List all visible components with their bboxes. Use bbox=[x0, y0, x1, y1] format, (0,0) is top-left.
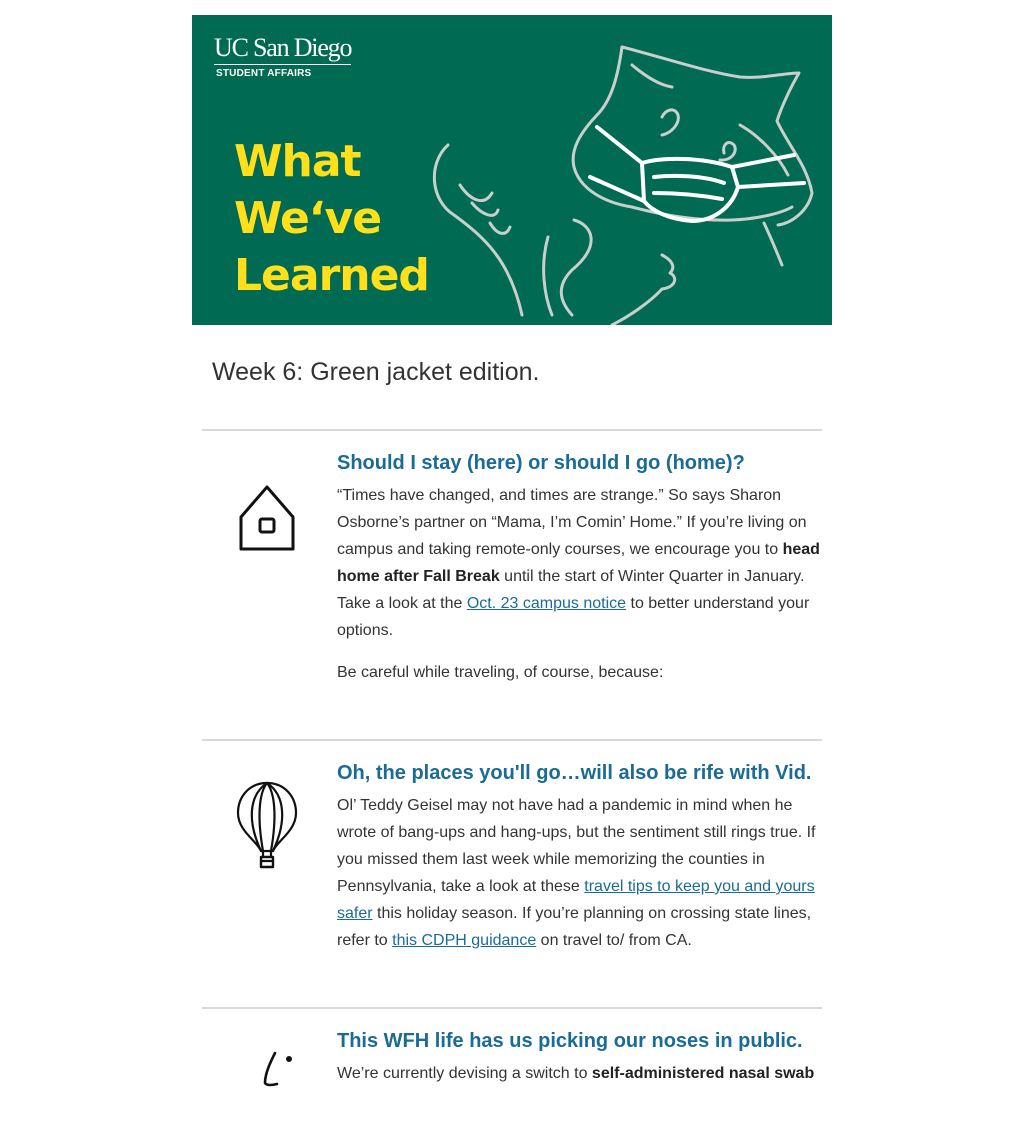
nose-icon bbox=[235, 1051, 299, 1143]
section-title: This WFH life has us picking our noses in public. bbox=[337, 1030, 803, 1052]
newsletter-subtitle: Week 6: Green jacket edition. bbox=[212, 358, 540, 386]
text: to better understand your options. bbox=[337, 595, 810, 639]
cdph-guidance-link[interactable]: this CDPH guidance bbox=[392, 932, 537, 949]
section-paragraph bbox=[337, 792, 823, 954]
section-places-youll-go bbox=[202, 739, 822, 974]
house-icon bbox=[235, 483, 299, 575]
travel-tips-link[interactable]: travel tips to keep you and yours safer bbox=[337, 878, 815, 922]
logo-wordmark: UC San Diego bbox=[214, 33, 351, 65]
header-banner bbox=[192, 15, 832, 325]
hot-air-balloon-icon bbox=[235, 781, 299, 873]
section-title: Oh, the places you'll go…will also be rife with Vid. bbox=[337, 762, 812, 784]
section-paragraph: Be careful while traveling, of course, because: bbox=[337, 664, 664, 681]
text: on travel to/ from CA. bbox=[536, 932, 692, 949]
ucsd-logo[interactable] bbox=[214, 33, 351, 79]
section-paragraph bbox=[337, 482, 823, 644]
email-body bbox=[192, 15, 832, 1107]
text: “Times have changed, and times are strange.” So says Sharon Osborne’s partner on “Mama, I’m Comin’ Home.” If you’re living on campus and taking remote-only courses, we encourage you to bbox=[337, 487, 807, 558]
headline-line-3: Learned bbox=[234, 250, 429, 301]
headline-line-2: We‘ve bbox=[234, 193, 382, 244]
section-title: Should I stay (here) or should I go (home)? bbox=[337, 452, 745, 474]
bold-text: self-administered nasal swab bbox=[591, 1065, 815, 1082]
text: Ol’ Teddy Geisel may not have had a pandemic in mind when he wrote of bang-ups and hang-ups, but the sentiment still rings true. If you missed them last week while memorizing the counties in Pennsylvania, take a look at these bbox=[337, 797, 816, 895]
text: until the start of Winter Quarter in January. Take a look at the bbox=[337, 568, 805, 612]
campus-notice-link[interactable]: Oct. 23 campus notice bbox=[466, 595, 627, 612]
section-paragraph bbox=[337, 1060, 823, 1087]
headline-line-1: What bbox=[234, 136, 361, 187]
text: We’re currently devising a switch to bbox=[337, 1065, 592, 1082]
logo-subtitle: STUDENT AFFAIRS bbox=[216, 68, 312, 79]
bold-text: head home after Fall Break bbox=[337, 541, 820, 585]
text: this holiday season. If you’re planning on crossing state lines, refer to bbox=[337, 905, 812, 949]
section-stay-or-go bbox=[202, 429, 822, 706]
banner-headline bbox=[234, 133, 429, 304]
section-wfh-life bbox=[202, 1007, 822, 1107]
